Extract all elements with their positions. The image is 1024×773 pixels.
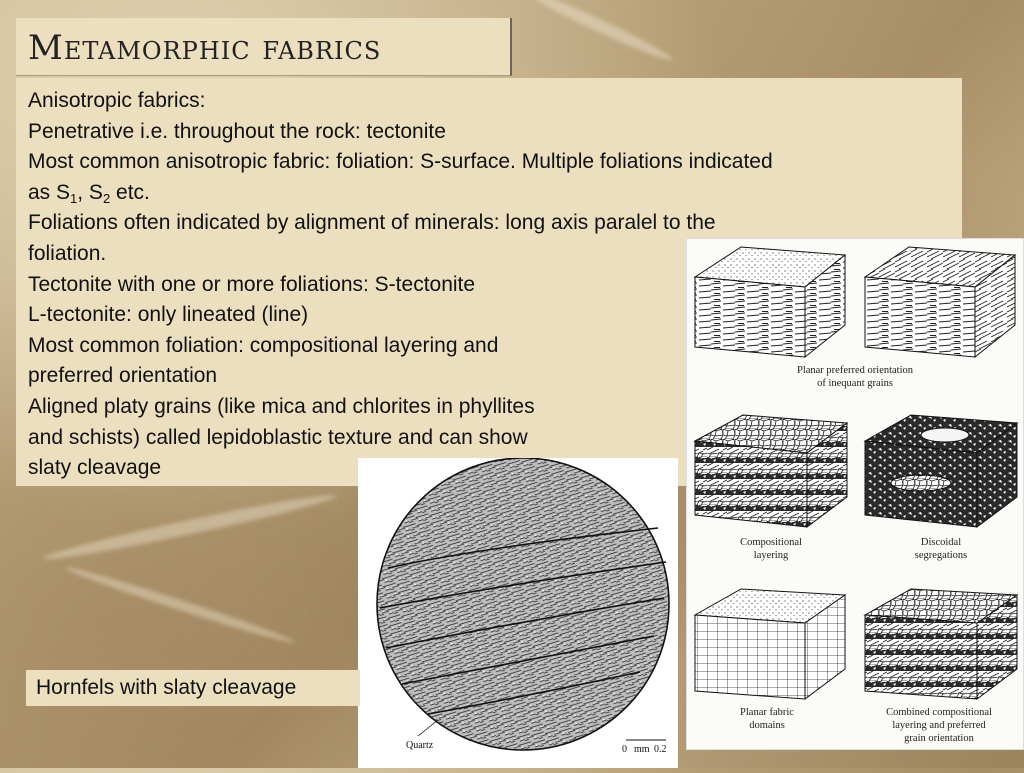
subscript: 2: [102, 190, 111, 206]
caption-planar: of inequant grains: [817, 378, 893, 389]
block-planar-fabric-domains: [695, 589, 845, 699]
text-fragment: as S: [28, 180, 71, 204]
subscript: 1: [70, 190, 78, 206]
slide-title: Metamorphic fabrics: [28, 28, 382, 68]
caption-discoidal: segregations: [914, 550, 968, 561]
text-fragment: etc.: [110, 180, 150, 204]
text-line: Anisotropic fabrics:: [28, 89, 206, 112]
block-planar-left: [695, 247, 845, 357]
scale-unit: mm: [634, 744, 650, 755]
text-line: Foliations often indicated by alignment of minerals: long axis paralel to the: [28, 211, 716, 235]
caption-compositional: Compositional: [740, 537, 802, 548]
text-line: Tectonite with one or more foliations: S-tectonite: [28, 272, 476, 296]
block-compositional-layering: [695, 415, 847, 527]
caption-discoidal: Discoidal: [920, 537, 962, 548]
text-line: Penetrative i.e. throughout the rock: tectonite: [28, 119, 446, 143]
marble-vein: [525, 0, 675, 65]
quartz-label: Quartz: [406, 740, 434, 751]
text-line: slaty cleavage: [28, 456, 162, 480]
block-planar-right: [865, 247, 1015, 357]
marble-vein: [64, 563, 295, 647]
caption-compositional: layering: [753, 550, 789, 561]
caption-combined: grain orientation: [904, 733, 974, 744]
hornfels-thin-section-figure: [358, 458, 678, 768]
text-line: preferred orientation: [28, 364, 218, 388]
text-line: foliation.: [28, 241, 107, 265]
caption-combined: layering and preferred: [892, 720, 986, 731]
caption-domains: domains: [749, 720, 785, 731]
scale-value: 0.2: [654, 744, 667, 755]
hornfels-caption: Hornfels with slaty cleavage: [36, 676, 297, 699]
caption-combined: Combined compositional: [886, 707, 992, 718]
thin-section-drawing: [358, 458, 678, 768]
block-combined-layering: [865, 589, 1017, 699]
text-line: and schists) called lepidoblastic texture and can show: [28, 425, 528, 449]
text-line: Most common anisotropic fabric: foliation: S-surface. Multiple foliations indicated: [28, 150, 773, 174]
block-discoidal-segregations: [865, 415, 1017, 527]
fabric-types-figure: [686, 238, 1024, 750]
title-box: [16, 18, 512, 76]
scale-zero: 0: [622, 744, 627, 755]
caption-planar: Planar preferred orientation: [796, 365, 914, 376]
text-line: Aligned platy grains (like mica and chlorites in phyllites: [28, 394, 535, 418]
text-fragment: , S: [77, 180, 103, 204]
text-line: L-tectonite: only lineated (line): [28, 303, 309, 327]
fabric-diagrams: [687, 239, 1024, 751]
quartz-pointer: [418, 720, 438, 736]
text-line: Most common foliation: compositional layering and: [28, 333, 499, 357]
marble-vein: [42, 489, 338, 565]
caption-domains: Planar fabric: [740, 707, 794, 718]
text-line: [28, 178, 950, 209]
hornfels-caption-box: [26, 670, 360, 706]
